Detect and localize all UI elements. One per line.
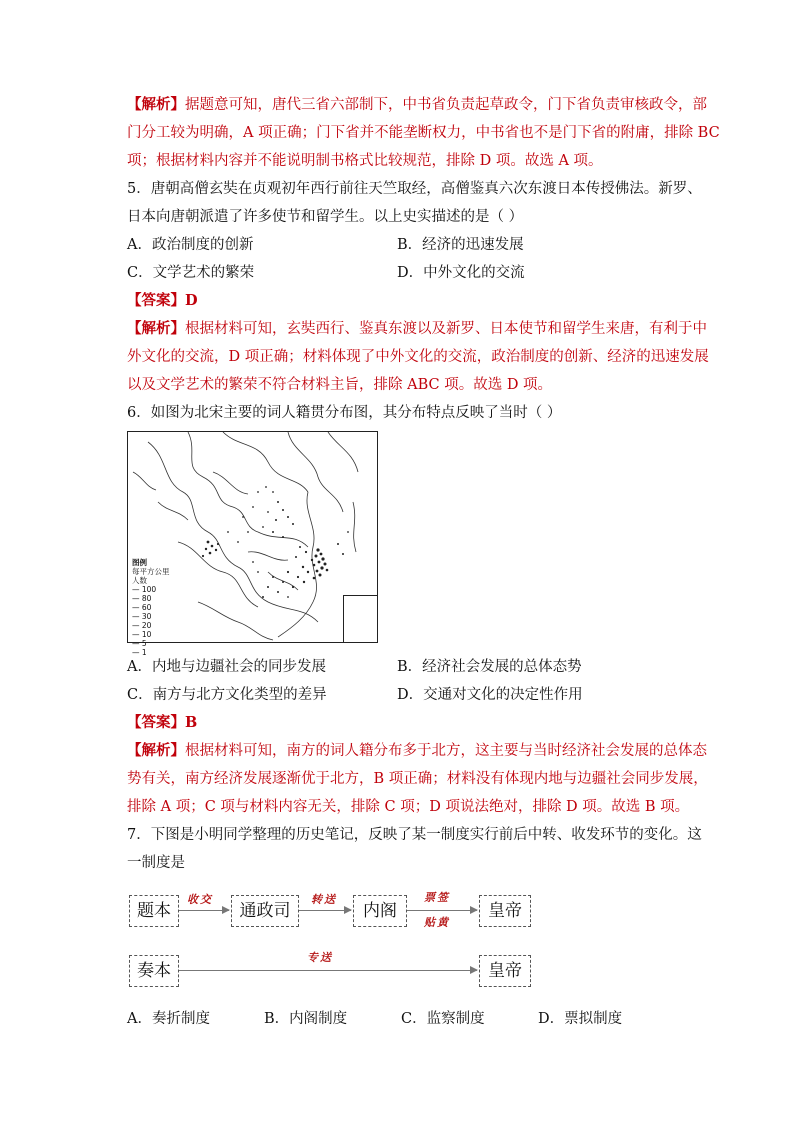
- q5-option-b: B．经济的迅速发展: [397, 237, 524, 253]
- q6-option-c: C．南方与北方文化类型的差异: [127, 687, 327, 703]
- flow-box-neige: 内阁: [353, 895, 407, 927]
- flow-label-zhuansong: 转送: [311, 893, 337, 906]
- q6-option-d: D．交通对文化的决定性作用: [397, 687, 583, 703]
- q7-option-c: C．监察制度: [401, 1011, 485, 1027]
- q6-option-b: B．经济社会发展的总体态势: [397, 659, 582, 675]
- q4-analysis-line2: 门分工较为明确，A 项正确；门下省并不能垄断权力，中书省也不是门下省的附庸，排除 BC: [127, 125, 720, 141]
- q4-analysis-line3: 项；根据材料内容并不能说明制书格式比较规范，排除 D 项。故选 A 项。: [127, 153, 603, 169]
- q7-option-b: B．内阁制度: [264, 1011, 348, 1027]
- q5-stem-line2: 日本向唐朝派遣了许多使节和留学生。以上史实描述的是（ ）: [127, 209, 524, 225]
- q4-analysis-line1: 【解析】据题意可知，唐代三省六部制下，中书省负责起草政令，门下省负责审核政令，部: [127, 96, 707, 113]
- q6-analysis-line3: 排除 A 项；C 项与材料内容无关，排除 C 项；D 项说法绝对，排除 D 项。故选 B 项。: [127, 799, 690, 815]
- flow-label-shoujiao: 收交: [187, 893, 213, 906]
- q7-option-d: D．票拟制度: [538, 1011, 623, 1027]
- q6-option-a: A．内地与边疆社会的同步发展: [127, 659, 326, 675]
- flow-box-tongzhengsi: 通政司: [231, 895, 299, 927]
- q7-flow-diagram: [127, 885, 675, 1005]
- flow-arrow-1: [179, 910, 229, 911]
- south-sea-inset: [343, 595, 377, 642]
- q6-answer: 【答案】B: [127, 714, 198, 731]
- q6-analysis-line1: 【解析】根据材料可知，南方的词人籍分布多于北方，这主要与当时经济社会发展的总体态: [127, 742, 707, 759]
- q5-options-row2: [127, 259, 675, 287]
- q5-option-c: C．文学艺术的繁荣: [127, 265, 255, 281]
- q7-stem-line2: 一制度是: [127, 855, 185, 871]
- flow-box-huangdi-2: 皇帝: [479, 955, 531, 987]
- q5-options-row1: [127, 231, 675, 259]
- q6-options-row1: [127, 653, 675, 681]
- flow-label-zhuansong-direct: 专送: [307, 951, 333, 964]
- q5-answer: 【答案】D: [127, 292, 198, 309]
- q5-analysis-line1: 【解析】根据材料可知，玄奘西行、鉴真东渡以及新罗、日本使节和留学生来唐，有利于中: [127, 320, 707, 337]
- flow-box-tiben: 题本: [129, 895, 179, 927]
- q7-option-a: A．奏折制度: [127, 1011, 210, 1027]
- analysis-tag: 【解析】: [127, 96, 185, 113]
- flow-label-tiehuang: 贴黄: [424, 916, 450, 929]
- q5-analysis-line2: 外文化的交流，D 项正确；材料体现了中外文化的交流，政治制度的创新、经济的迅速发展: [127, 349, 709, 365]
- q6-analysis-line2: 势有关，南方经济发展逐渐优于北方，B 项正确；材料没有体现内地与边疆社会同步发展，: [127, 771, 708, 787]
- flow-box-zouben: 奏本: [129, 955, 179, 987]
- q5-option-a: A．政治制度的创新: [127, 237, 254, 253]
- flow-arrow-2: [299, 910, 351, 911]
- q6-stem: 6．如图为北宋主要的词人籍贯分布图，其分布特点反映了当时（ ）: [127, 405, 562, 421]
- flow-box-huangdi-1: 皇帝: [479, 895, 531, 927]
- flow-arrow-4: [179, 970, 477, 971]
- q7-options-row: [127, 1005, 675, 1033]
- flow-arrow-3: [407, 910, 477, 911]
- flow-label-piaoqian: 票签: [424, 891, 450, 904]
- q5-option-d: D．中外文化的交流: [397, 265, 525, 281]
- exam-page: [127, 91, 720, 1033]
- q7-stem-line1: 7．下图是小明同学整理的历史笔记，反映了某一制度实行前后中转、收发环节的变化。这: [127, 827, 702, 843]
- q5-analysis-line3: 以及文学艺术的繁荣不符合材料主旨，排除 ABC 项。故选 D 项。: [127, 377, 553, 393]
- map-legend: 图例 每平方公里 人数 — 100 — 80 — 60 — 30 — 20 — 10 — 5 — 1: [132, 558, 170, 657]
- song-poet-distribution-map: [127, 431, 378, 657]
- q5-stem-line1: 5．唐朝高僧玄奘在贞观初年西行前往天竺取经，高僧鉴真六次东渡日本传授佛法。新罗、: [127, 181, 702, 197]
- q6-options-row2: [127, 681, 675, 709]
